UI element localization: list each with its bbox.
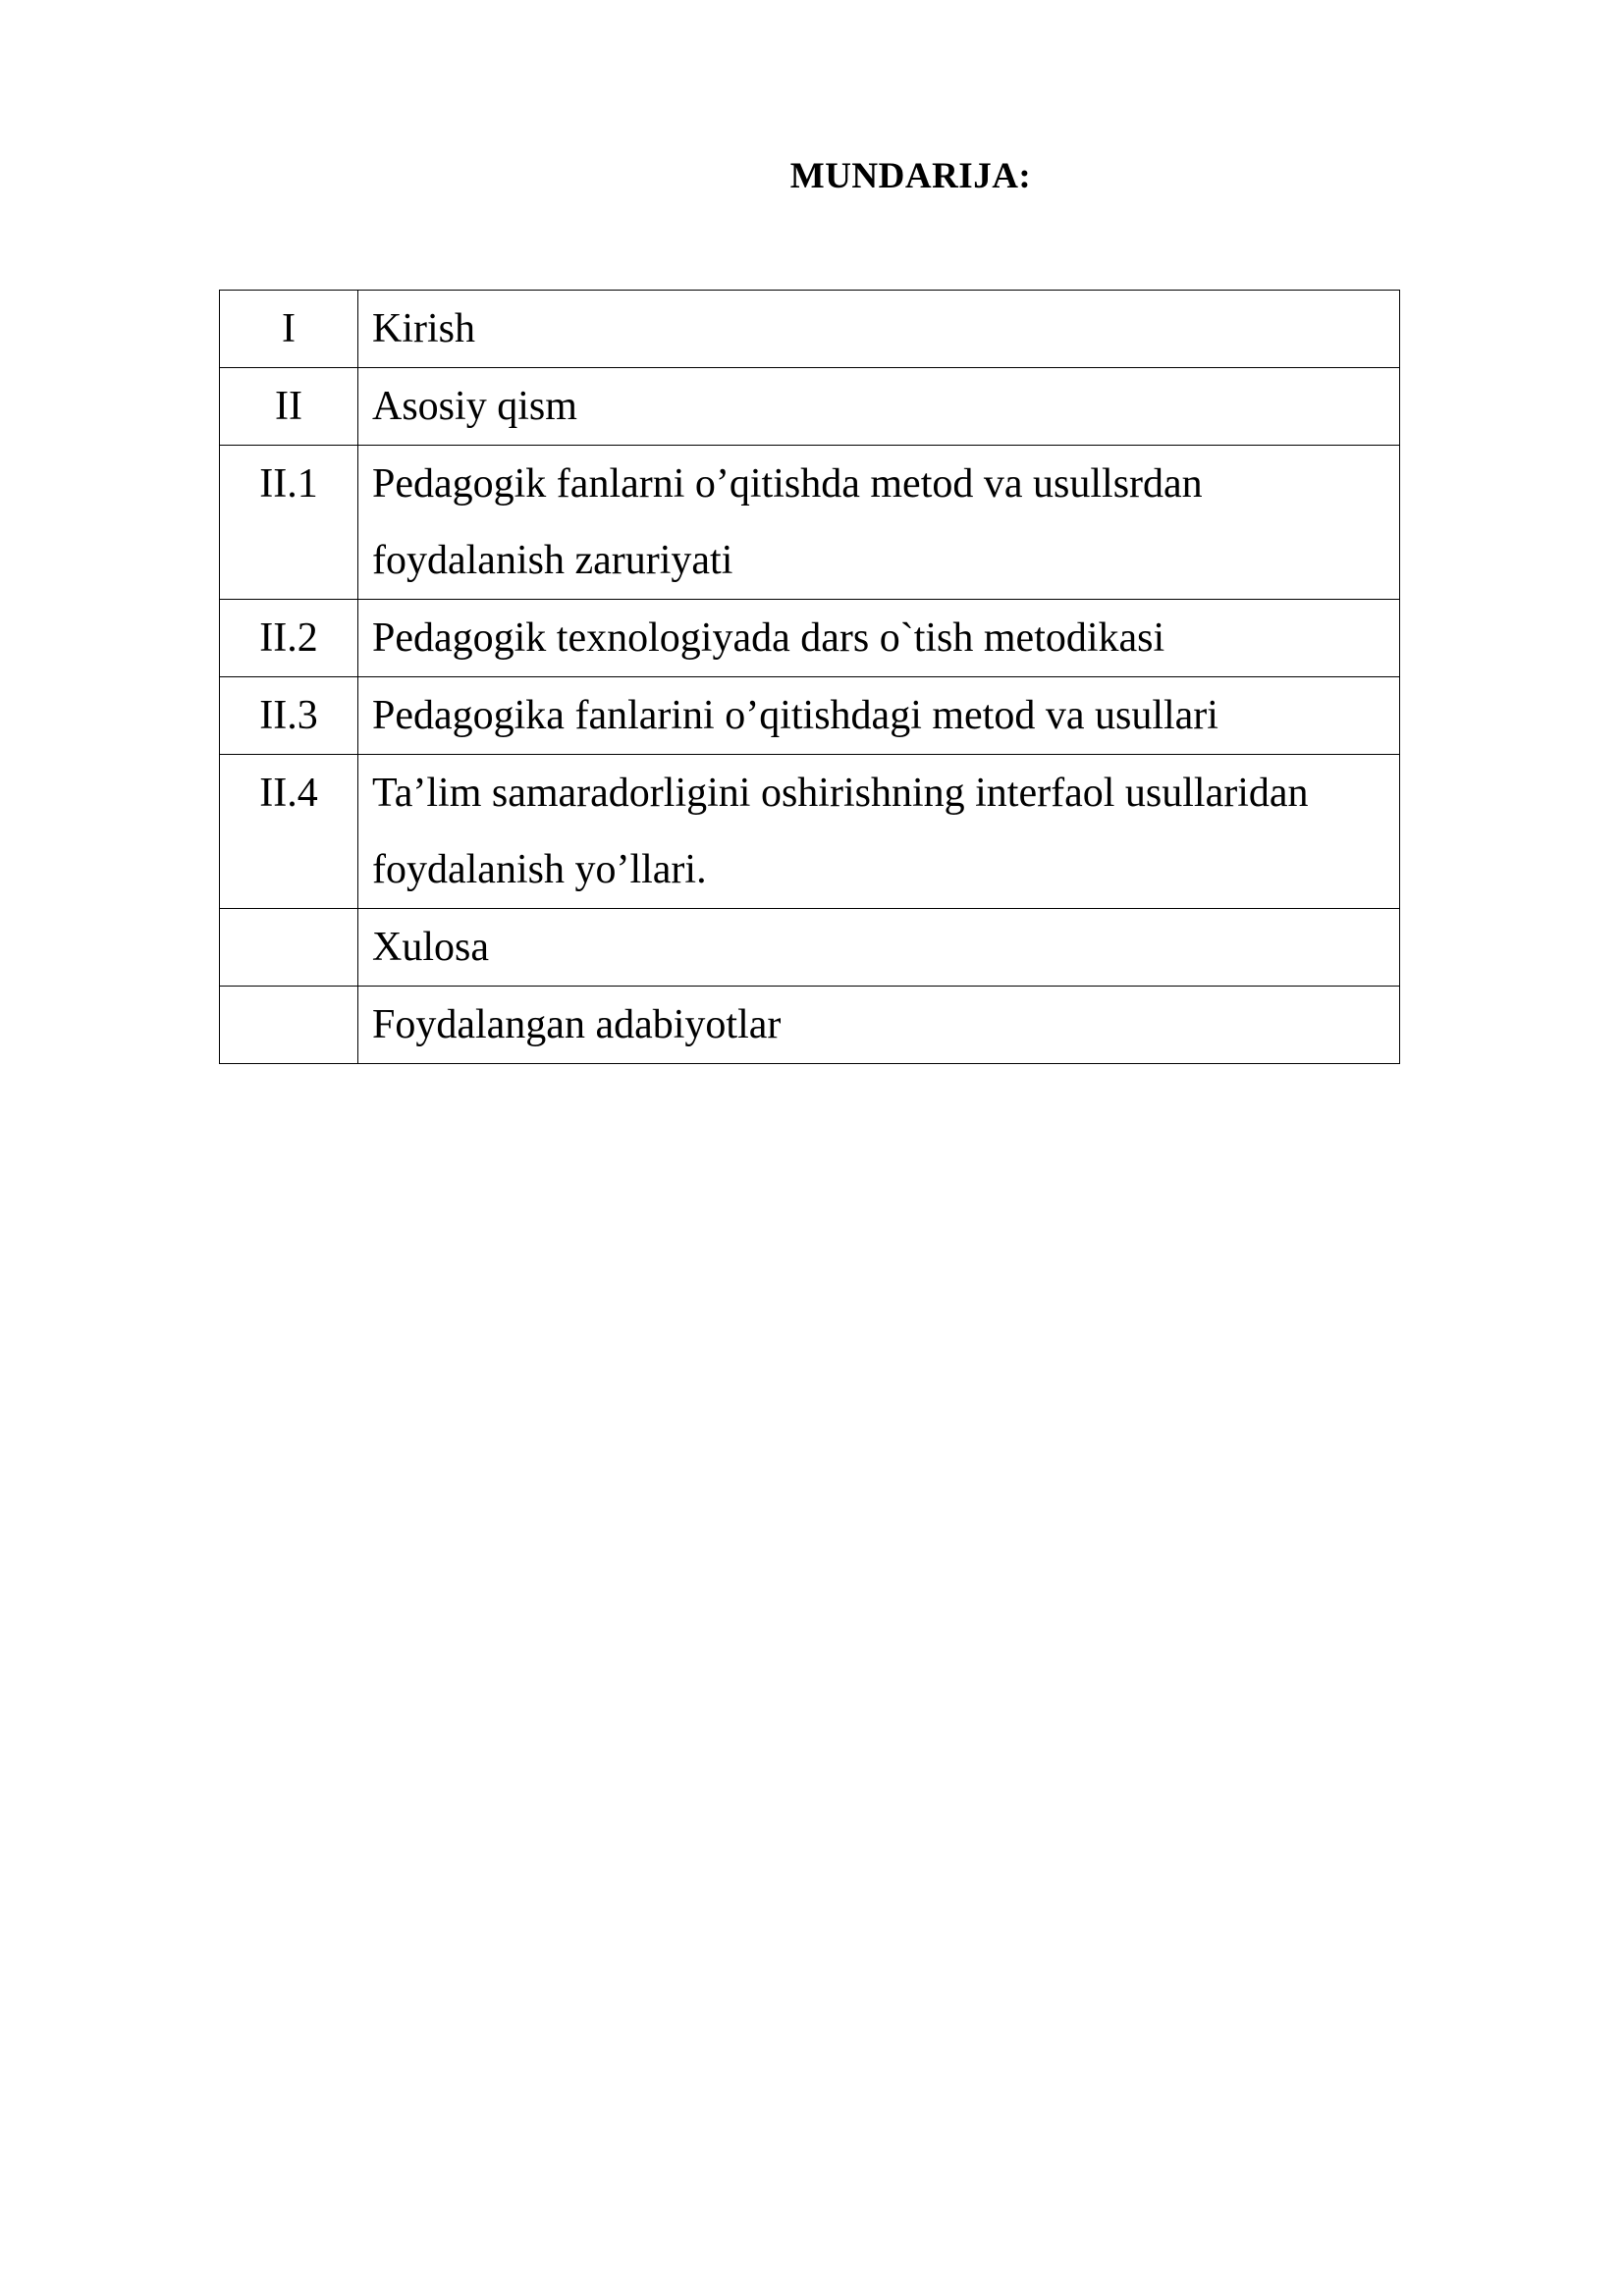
page-title: MUNDARIJA: bbox=[789, 156, 1032, 196]
toc-number: II.3 bbox=[220, 677, 358, 755]
toc-row-xulosa bbox=[220, 909, 1400, 987]
toc-title: Foydalangan adabiyotlar bbox=[358, 987, 1400, 1064]
toc-title: Pedagogik texnologiyada dars o`tish metodikasi bbox=[358, 600, 1400, 677]
toc-row-ii-4 bbox=[220, 755, 1400, 909]
toc-number: I bbox=[220, 291, 358, 368]
toc-number: II.4 bbox=[220, 755, 358, 909]
toc-row-foydalangan-adabiyotlar bbox=[220, 987, 1400, 1064]
toc-title: Pedagogik fanlarni o’qitishda metod va usullsrdan foydalanish zaruriyati bbox=[358, 446, 1400, 600]
toc-number bbox=[220, 987, 358, 1064]
table-of-contents bbox=[219, 290, 1400, 1064]
toc-row-ii-3 bbox=[220, 677, 1400, 755]
toc-number: II.2 bbox=[220, 600, 358, 677]
toc-title: Xulosa bbox=[358, 909, 1400, 987]
toc-title: Asosiy qism bbox=[358, 368, 1400, 446]
toc-title: Kirish bbox=[358, 291, 1400, 368]
toc-row-ii-1 bbox=[220, 446, 1400, 600]
toc-number bbox=[220, 909, 358, 987]
toc-number: II bbox=[220, 368, 358, 446]
toc-number: II.1 bbox=[220, 446, 358, 600]
toc-row-kirish bbox=[220, 291, 1400, 368]
toc-row-ii-2 bbox=[220, 600, 1400, 677]
toc-title: Pedagogika fanlarini o’qitishdagi metod va usullari bbox=[358, 677, 1400, 755]
toc-title: Ta’lim samaradorligini oshirishning interfaol usullaridan foydalanish yo’llari. bbox=[358, 755, 1400, 909]
toc-row-asosiy-qism bbox=[220, 368, 1400, 446]
